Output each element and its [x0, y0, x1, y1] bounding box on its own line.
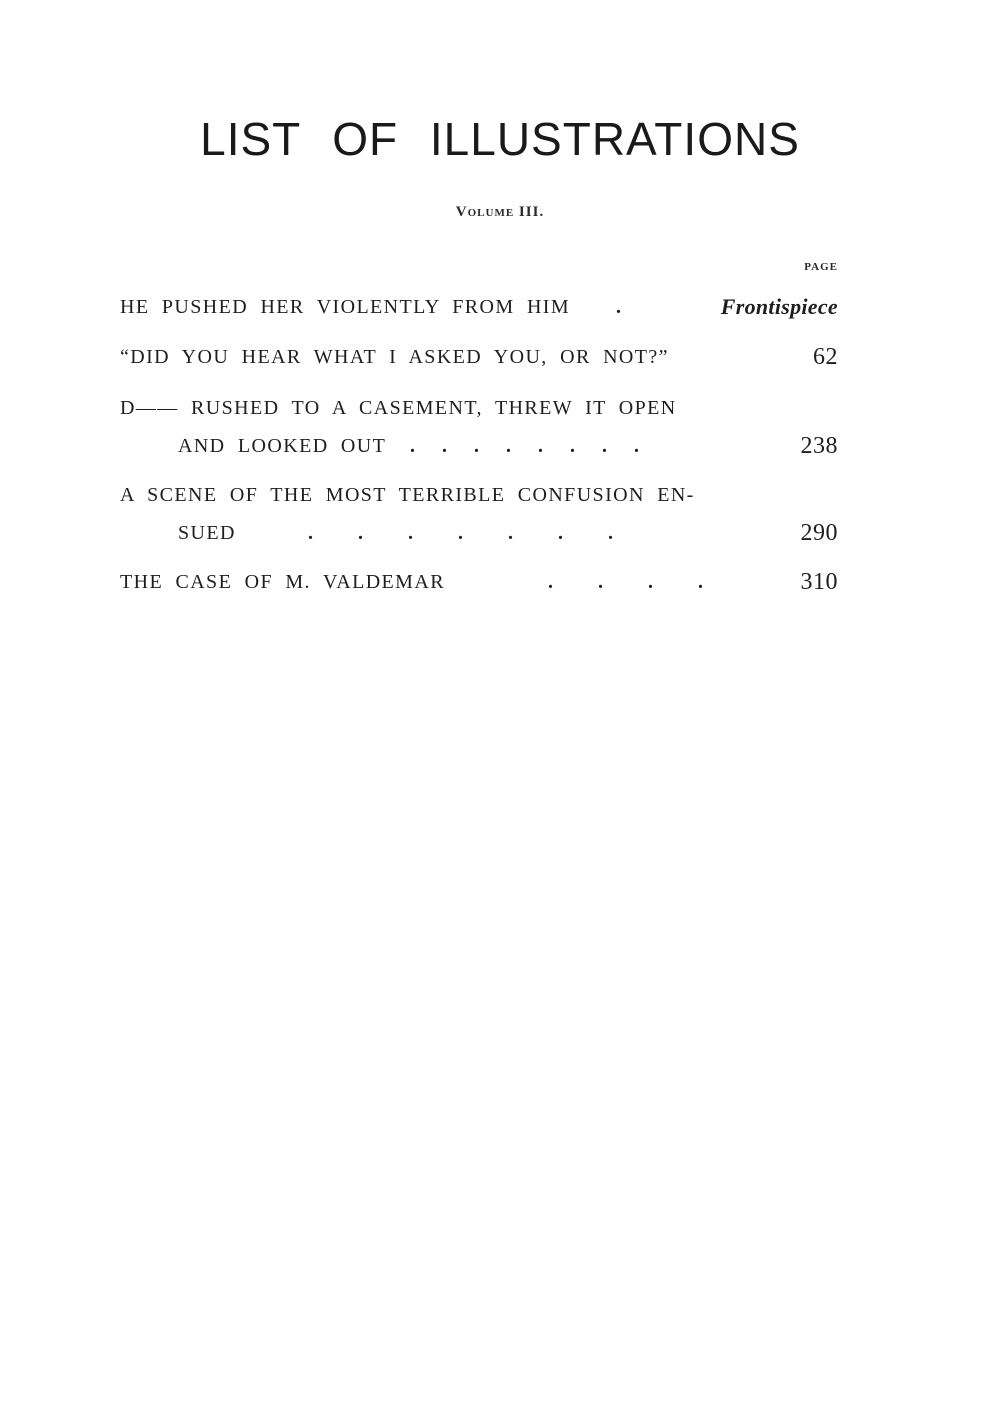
illustration-entry: [120, 338, 838, 376]
illustration-entry: [120, 389, 838, 465]
entry-caption-continued: SUED: [178, 522, 236, 544]
dot-leader: .: [616, 296, 621, 318]
entry-page-number: 290: [800, 520, 838, 546]
entry-line: [120, 563, 838, 601]
entry-caption: D—— RUSHED TO A CASEMENT, THREW IT OPEN: [120, 397, 677, 419]
entry-caption: A SCENE OF THE MOST TERRIBLE CONFUSION EN-: [120, 484, 695, 506]
illustration-entry: [120, 476, 838, 552]
illustration-entry: [120, 288, 838, 326]
entry-page-number: 62: [813, 344, 838, 370]
entry-line: [120, 288, 838, 326]
entry-caption: HE PUSHED HER VIOLENTLY FROM HIM: [120, 296, 571, 318]
page-column-header: PAGE: [804, 261, 838, 273]
dot-leader: . . . . . . .: [308, 522, 613, 544]
entry-page-number: 238: [800, 433, 838, 459]
entry-caption: THE CASE OF M. VALDEMAR: [120, 571, 445, 593]
page-title: LIST OF ILLUSTRATIONS: [200, 113, 800, 165]
entry-line-continued: [120, 514, 838, 552]
entry-line: [120, 476, 838, 514]
entry-line: [120, 389, 838, 427]
volume-label: Volume III.: [455, 204, 545, 220]
entry-page-number: Frontispiece: [720, 294, 838, 319]
entry-caption-continued: AND LOOKED OUT: [178, 435, 387, 457]
illustration-entry: [120, 563, 838, 601]
entry-line: [120, 338, 838, 376]
entry-caption: “DID YOU HEAR WHAT I ASKED YOU, OR NOT?”: [120, 346, 669, 368]
dot-leader: . . . .: [548, 571, 703, 593]
entry-line-continued: [120, 427, 838, 465]
entry-page-number: 310: [800, 569, 838, 595]
dot-leader: . . . . . . . .: [410, 435, 639, 457]
